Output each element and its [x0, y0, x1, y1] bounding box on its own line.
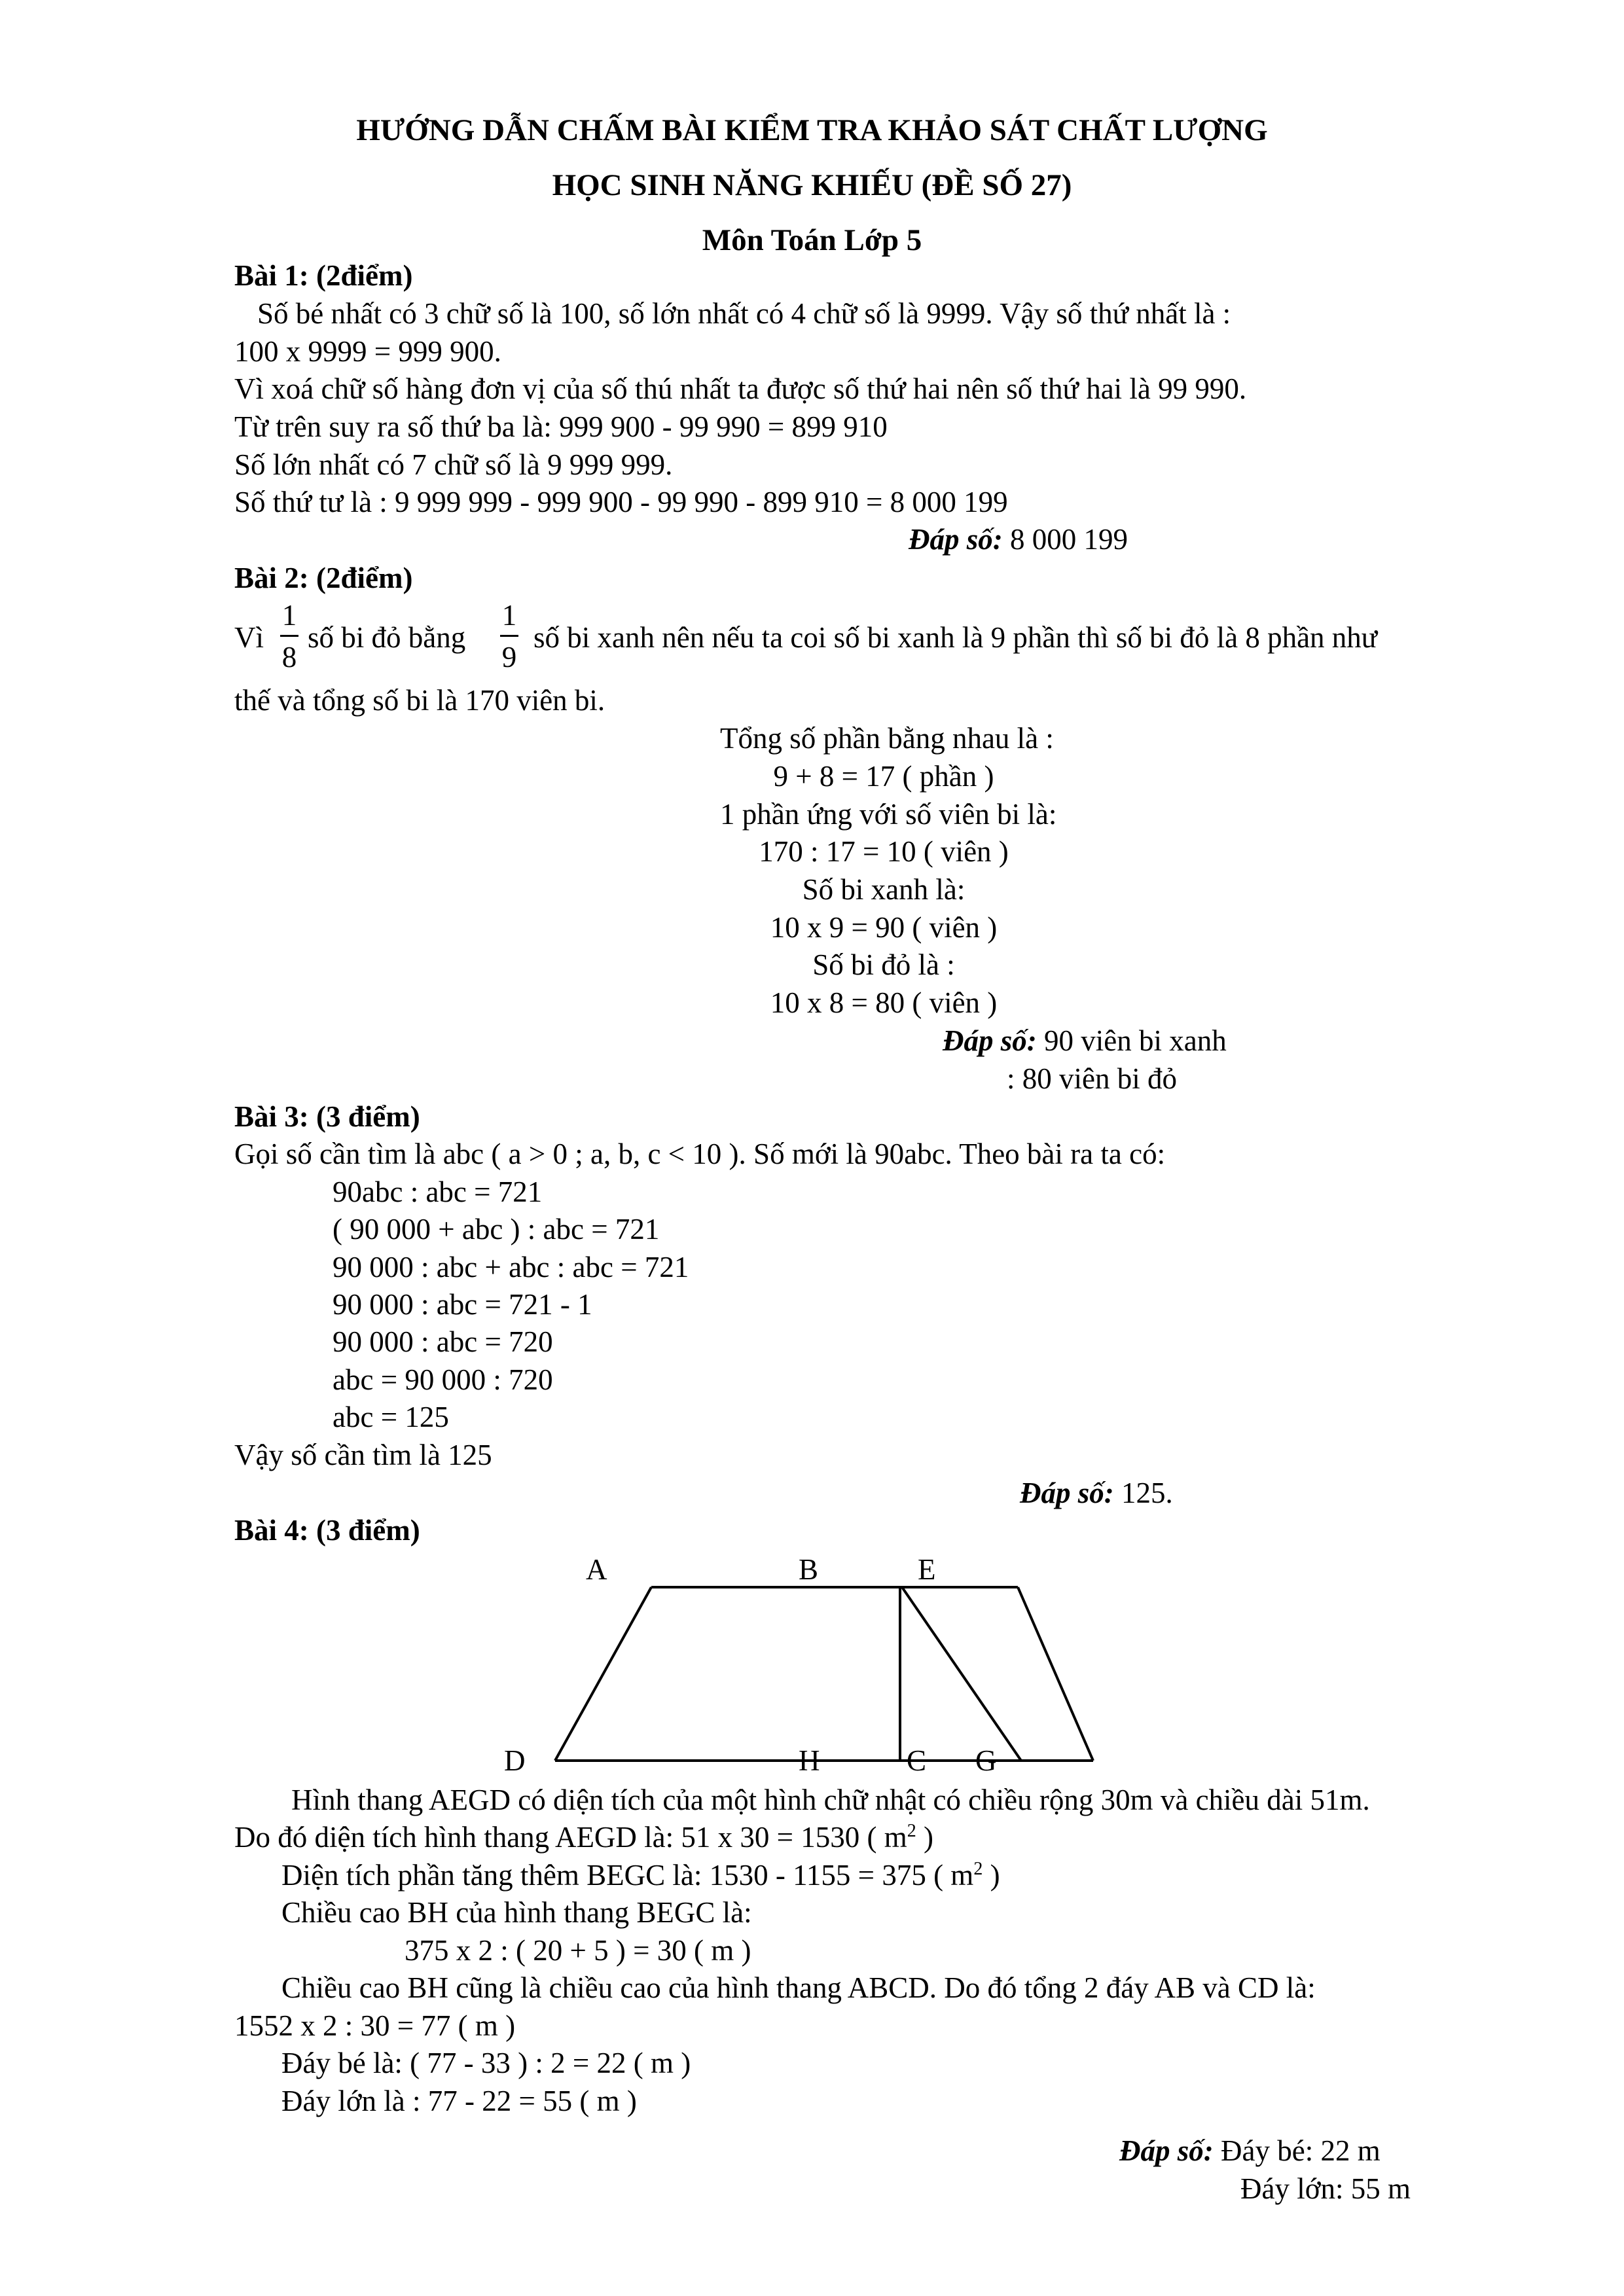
bai4-line-3	[281, 1857, 1000, 1893]
bai1-answer	[909, 521, 1128, 558]
bai3-step-2: ( 90 000 + abc ) : abc = 721	[333, 1213, 660, 1246]
bai2-answer-value-1: 90 viên bi xanh	[1036, 1024, 1227, 1057]
frac2-numerator: 1	[501, 599, 517, 632]
frac1-numerator: 1	[281, 599, 297, 632]
label-H: H	[799, 1744, 820, 1777]
diagonal-EG	[902, 1587, 1021, 1761]
bai3-step-4: 90 000 : abc = 721 - 1	[333, 1288, 592, 1321]
bai3-step-3: 90 000 : abc + abc : abc = 721	[333, 1251, 689, 1283]
bai4-answer-label: Đáp số:	[1119, 2134, 1214, 2167]
bai1-answer-value: 8 000 199	[1002, 523, 1128, 556]
bai4-answer-value-1: Đáy bé: 22 m	[1213, 2134, 1380, 2167]
bai2-step-8: 10 x 8 = 80 ( viên )	[770, 986, 998, 1019]
bai1-line-6: Số thứ tư là : 9 999 999 - 999 900 - 99 990 - 899 910 = 8 000 199	[234, 486, 1008, 518]
bai2-step-3: 1 phần ứng với số viên bi là:	[720, 798, 1057, 831]
bai3-heading: Bài 3: (3 điểm)	[234, 1100, 420, 1133]
bai4-line-2-exp: 2	[907, 1821, 916, 1841]
bai4-line-3-close: )	[983, 1859, 1000, 1892]
title-line-1: HƯỚNG DẪN CHẤM BÀI KIỂM TRA KHẢO SÁT CHẤT LƯỢNG	[356, 113, 1268, 147]
bai3-answer-value: 125.	[1113, 1477, 1173, 1509]
label-E: E	[918, 1553, 936, 1586]
bai2-step-7: Số bi đỏ là :	[812, 948, 955, 981]
title-line-2: HỌC SINH NĂNG KHIẾU (ĐỀ SỐ 27)	[552, 168, 1072, 202]
bai3-step-7: abc = 125	[333, 1401, 449, 1433]
bai2-step-2: 9 + 8 = 17 ( phần )	[773, 760, 994, 793]
bai4-line-2-text: Do đó diện tích hình thang AEGD là: 51 x 30 = 1530 ( m	[234, 1821, 907, 1854]
bai2-step-1: Tổng số phần bằng nhau là :	[720, 722, 1054, 755]
bai3-answer-label: Đáp số:	[1020, 1477, 1114, 1509]
bai4-line-8: Đáy bé là: ( 77 - 33 ) : 2 = 22 ( m )	[281, 2047, 691, 2079]
bai4-line-7: 1552 x 2 : 30 = 77 ( m )	[234, 2009, 516, 2042]
bai4-answer-line-2: Đáy lớn: 55 m	[1240, 2172, 1411, 2205]
bai3-answer	[1020, 1475, 1173, 1511]
label-B: B	[799, 1553, 819, 1586]
bai2-answer-line-2: : 80 viên bi đỏ	[1007, 1062, 1177, 1095]
label-A: A	[586, 1553, 607, 1586]
bai2-step-4: 170 : 17 = 10 ( viên )	[759, 835, 1009, 868]
label-C: C	[907, 1744, 927, 1777]
bai2-answer	[943, 1022, 1227, 1059]
subject-line: Môn Toán Lớp 5	[702, 223, 922, 257]
label-D: D	[504, 1744, 526, 1777]
bai2-step-6: 10 x 9 = 90 ( viên )	[770, 911, 998, 944]
bai3-conclusion: Vậy số cần tìm là 125	[234, 1439, 492, 1471]
bai2-rest-text: số bi xanh nên nếu ta coi số bi xanh là 9 phần thì số bi đỏ là 8 phần như	[533, 621, 1378, 654]
bai2-answer-label: Đáp số:	[943, 1024, 1037, 1057]
bai4-line-6: Chiều cao BH cũng là chiều cao của hình thang ABCD. Do đó tổng 2 đáy AB và CD là:	[281, 1971, 1316, 2004]
bai4-line-9: Đáy lớn là : 77 - 22 = 55 ( m )	[281, 2085, 637, 2117]
bai3-step-1: 90abc : abc = 721	[333, 1175, 543, 1208]
bai1-answer-label: Đáp số:	[909, 523, 1003, 556]
bai4-line-2	[234, 1819, 933, 1856]
bai1-line-2: 100 x 9999 = 999 900.	[234, 335, 501, 368]
bai1-heading: Bài 1: (2điểm)	[234, 259, 413, 292]
left-side-AD	[555, 1587, 651, 1761]
frac1-denominator: 8	[281, 641, 297, 673]
bai3-intro: Gọi số cần tìm là abc ( a > 0 ; a, b, c < 10 ). Số mới là 90abc. Theo bài ra ta có:	[234, 1138, 1166, 1170]
bai4-line-3-exp: 2	[973, 1859, 983, 1879]
bai1-line-4: Từ trên suy ra số thứ ba là: 999 900 - 99 990 = 899 910	[234, 410, 888, 443]
bai4-line-1: Hình thang AEGD có diện tích của một hình chữ nhật có chiều rộng 30m và chiều dài 51m.	[291, 1784, 1370, 1816]
bai1-line-5: Số lớn nhất có 7 chữ số là 9 999 999.	[234, 448, 673, 481]
bai4-line-2-close: )	[916, 1821, 934, 1854]
right-side	[1018, 1587, 1093, 1761]
bai2-line-2: thế và tổng số bi là 170 viên bi.	[234, 684, 605, 717]
frac2-bar	[500, 635, 518, 637]
bai4-heading: Bài 4: (3 điểm)	[234, 1514, 420, 1547]
bai2-heading: Bài 2: (2điểm)	[234, 562, 413, 594]
bai3-step-5: 90 000 : abc = 720	[333, 1325, 553, 1358]
bai4-line-3-text: Diện tích phần tăng thêm BEGC là: 1530 - 1155 = 375 ( m	[281, 1859, 974, 1892]
bai4-answer	[1119, 2132, 1380, 2169]
frac2-denominator: 9	[501, 641, 517, 673]
bai3-step-6: abc = 90 000 : 720	[333, 1363, 553, 1396]
bai4-line-4: Chiều cao BH của hình thang BEGC là:	[281, 1896, 752, 1929]
bai1-line-3: Vì xoá chữ số hàng đơn vị của số thú nhất ta được số thứ hai nên số thứ hai là 99 990.	[234, 372, 1247, 405]
label-G: G	[975, 1744, 997, 1777]
frac1-bar	[280, 635, 298, 637]
bai1-line-1: Số bé nhất có 3 chữ số là 100, số lớn nhất có 4 chữ số là 9999. Vậy số thứ nhất là :	[257, 297, 1231, 330]
bai2-mid-text: số bi đỏ bằng	[308, 621, 466, 654]
bai2-step-5: Số bi xanh là:	[802, 873, 965, 906]
bai4-line-5: 375 x 2 : ( 20 + 5 ) = 30 ( m )	[405, 1934, 751, 1967]
bai2-intro-vi: Vì	[234, 621, 264, 654]
